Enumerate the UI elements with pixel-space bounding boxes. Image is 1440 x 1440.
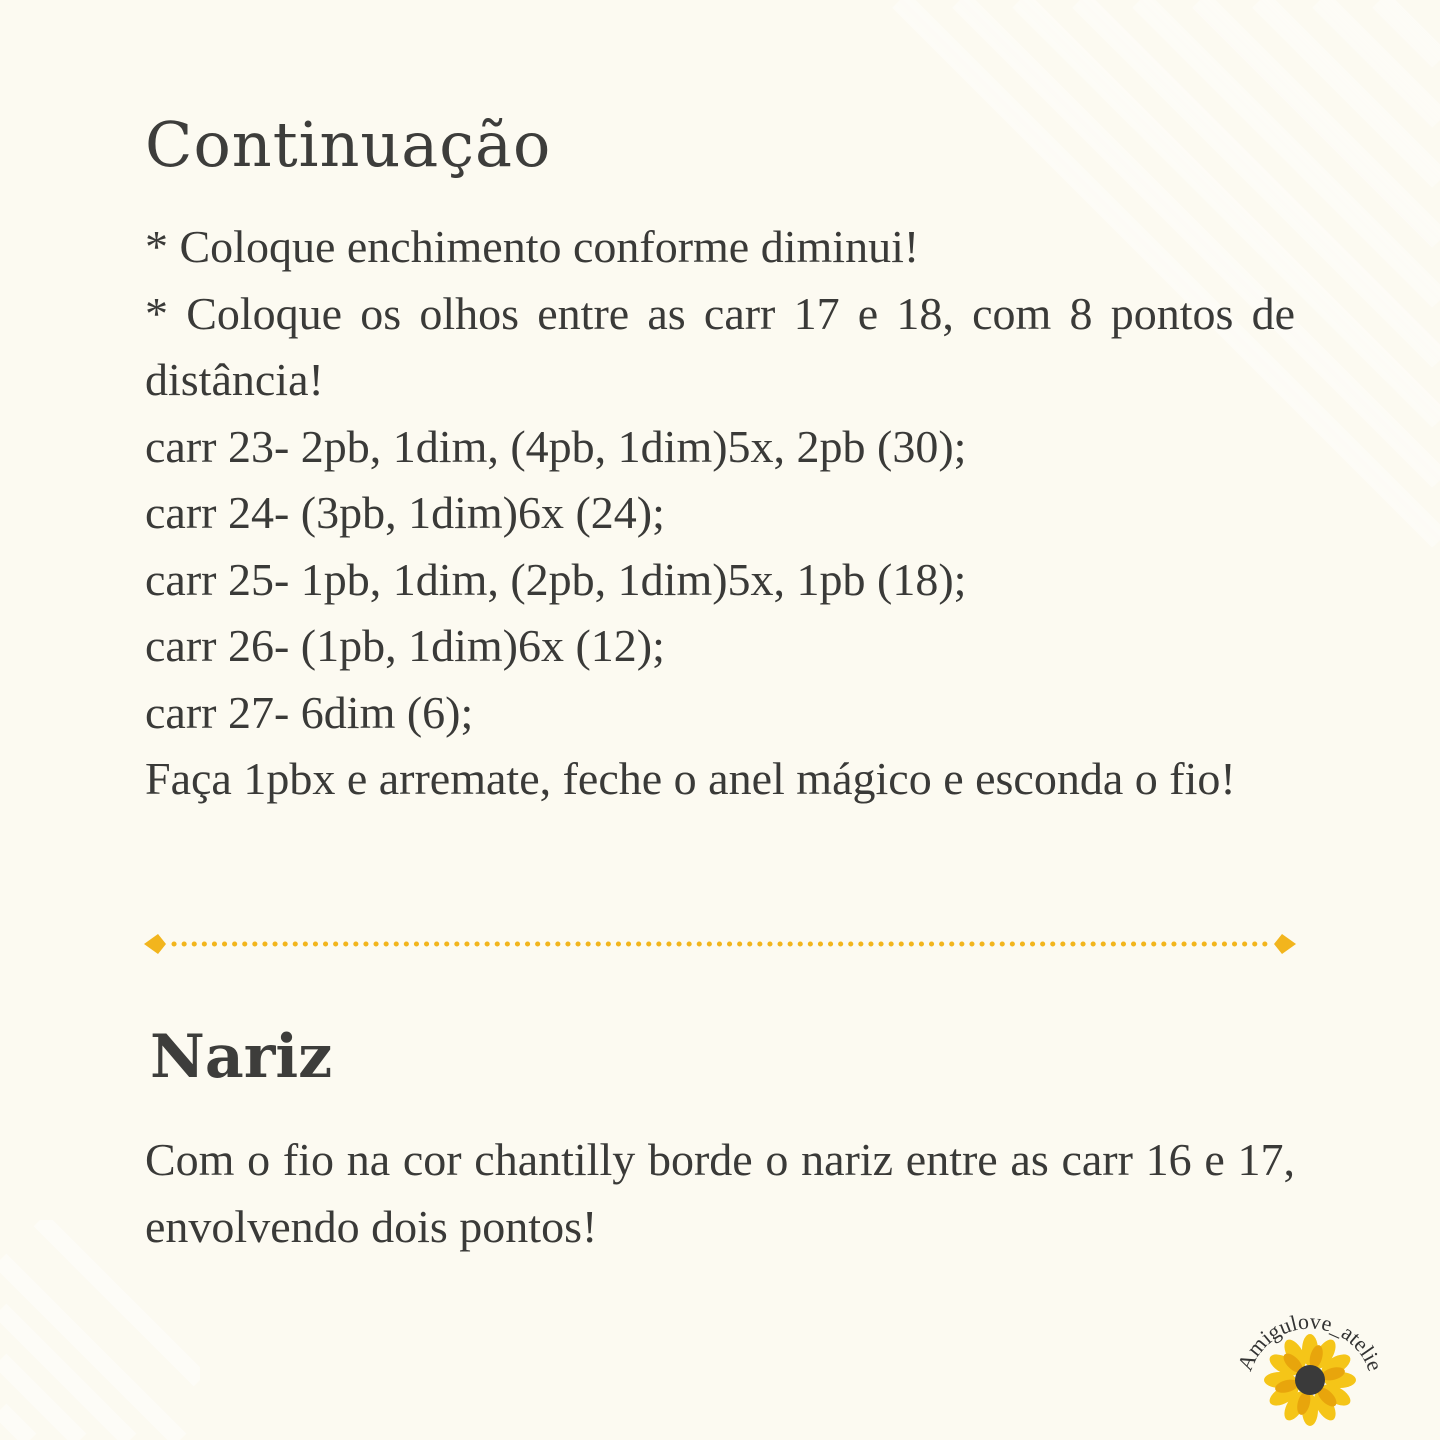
sunflower-icon	[1264, 1334, 1356, 1426]
instruction-line: carr 27- 6dim (6);	[145, 686, 474, 738]
instruction-line: * Coloque enchimento conforme diminui!	[145, 221, 920, 272]
instruction-line: carr 25- 1pb, 1dim, (2pb, 1dim)5x, 1pb (18);	[145, 553, 967, 605]
arrow-right-icon	[1274, 934, 1296, 954]
section-title-nose: Nariz	[150, 1022, 333, 1092]
instructions-list	[145, 214, 1295, 813]
nose-instructions	[145, 1127, 1295, 1260]
arrow-left-icon	[144, 934, 166, 954]
instruction-line: carr 24- (3pb, 1dim)6x (24);	[145, 487, 665, 538]
dotted-arrow-divider	[140, 926, 1300, 962]
instruction-line: Faça 1pbx e arremate, feche o anel mágico e esconda o fio!	[145, 753, 1236, 804]
logo	[1220, 1280, 1400, 1430]
instruction-line: carr 26- (1pb, 1dim)6x (12);	[145, 620, 665, 671]
instruction-line: * Coloque os olhos entre as carr 17 e 18, com 8 pontos de distância!	[145, 287, 1295, 405]
instruction-line: carr 23- 2pb, 1dim, (4pb, 1dim)5x, 2pb (30);	[145, 420, 967, 472]
nose-text: Com o fio na cor chantilly borde o nariz entre as carr 16 e 17, envolvendo dois pontos!	[145, 1134, 1295, 1252]
logo-text: Amigulove_atelie	[1232, 1308, 1389, 1375]
page-title: Continuação	[145, 108, 552, 181]
